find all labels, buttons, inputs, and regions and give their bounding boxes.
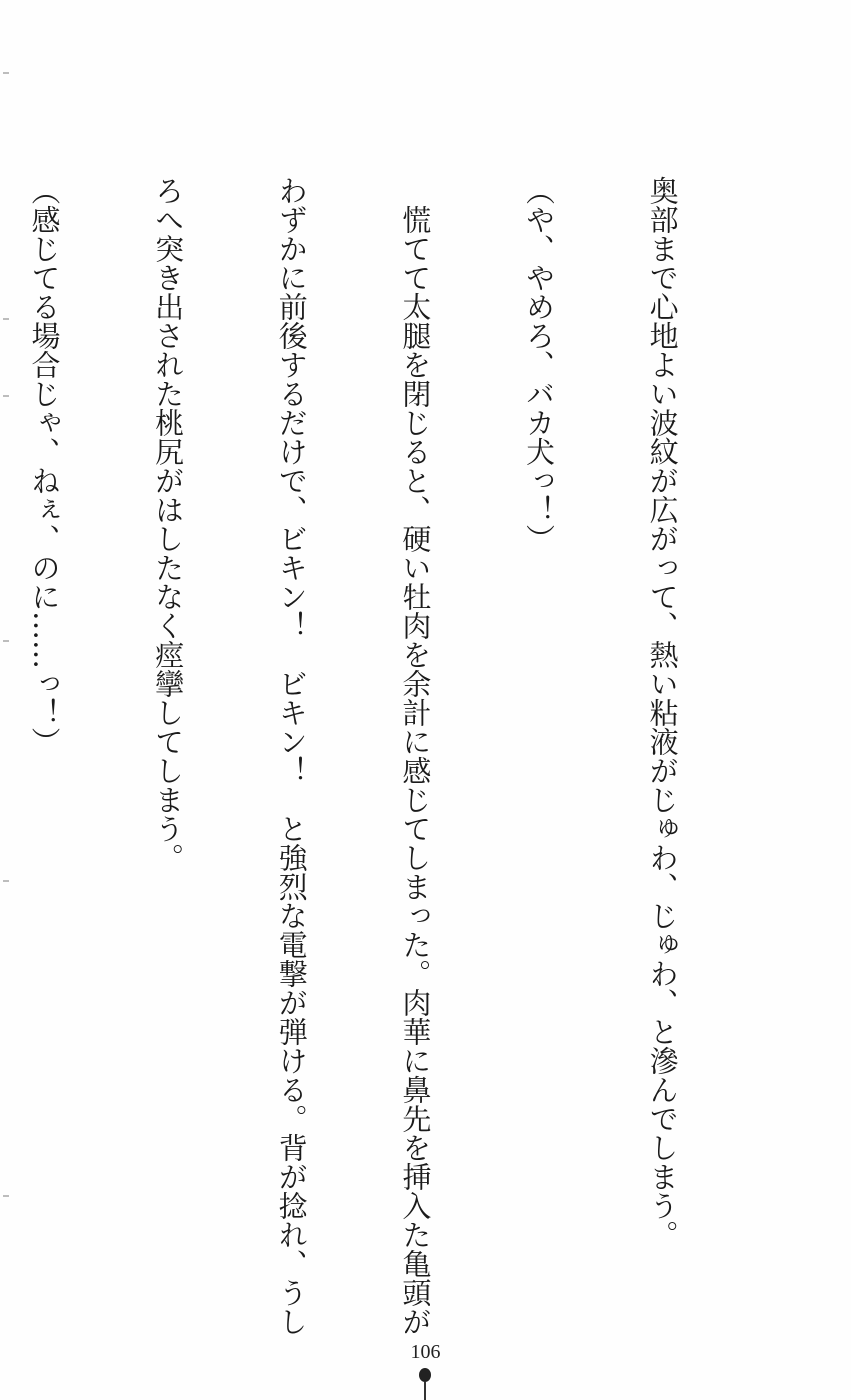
vertical-body-text (0, 176, 765, 1336)
text-line: （感じてる場合じゃ、ねぇ、のに……っ！） (27, 176, 62, 756)
text-line: （や、やめろ、バカ犬っ！） (521, 176, 556, 553)
text-line: 慌てて太腿を閉じると、硬い牡肉を余計に感じてしまった。肉華に鼻先を挿入た亀頭が (398, 176, 433, 1336)
text-line: ろへ突き出された桃尻がはしたなく痙攣してしまう。 (151, 176, 186, 872)
page-number: 106 (410, 1341, 441, 1363)
page-marker-line (424, 1382, 426, 1400)
text-line: わずかに前後するだけで、ビキン！ ビキン！ と強烈な電撃が弾ける。背が捻れ、うし (274, 176, 309, 1336)
page-marker-dot-icon (419, 1368, 431, 1382)
text-line: 奥部まで心地よい波紋が広がって、熱い粘液がじゅわ、じゅわ、と滲んでしまう。 (645, 176, 680, 1249)
scan-edge-mark (3, 72, 9, 74)
